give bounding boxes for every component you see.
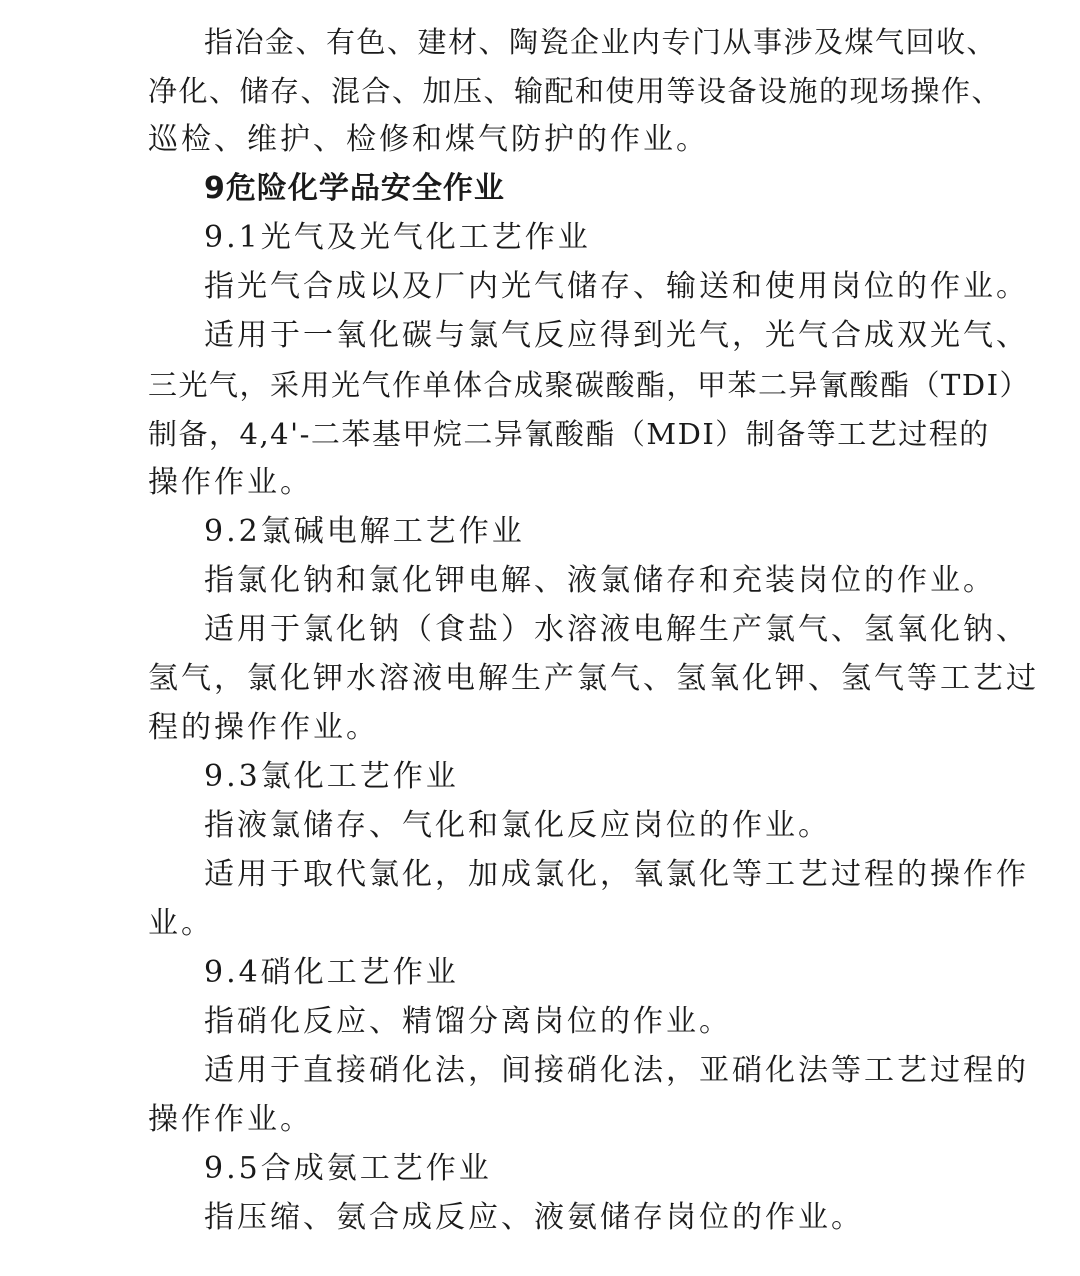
text-line: 三光气，采用光气作单体合成聚碳酸酯，甲苯二异氰酸酯（TDI） (148, 368, 1031, 402)
text-line: 指压缩、氨合成反应、液氨储存岗位的作业。 (204, 1200, 864, 1235)
text-line: 巡检、维护、检修和煤气防护的作业。 (148, 122, 709, 157)
text-line: 指冶金、有色、建材、陶瓷企业内专门从事涉及煤气回收、 (204, 25, 998, 59)
section-heading: 9危险化学品安全作业 (204, 171, 505, 206)
text-line: 适用于一氧化碳与氯气反应得到光气，光气合成双光气、 (204, 318, 1029, 353)
text-line: 指氯化钠和氯化钾电解、液氯储存和充装岗位的作业。 (204, 563, 996, 598)
text-line: 净化、储存、混合、加压、输配和使用等设备设施的现场操作、 (148, 74, 1003, 108)
text-line: 业。 (148, 906, 214, 941)
text-line: 指硝化反应、精馏分离岗位的作业。 (204, 1004, 732, 1039)
text-line: 指液氯储存、气化和氯化反应岗位的作业。 (204, 808, 831, 843)
text-line: 程的操作作业。 (148, 710, 379, 745)
text-line: 操作作业。 (148, 465, 313, 500)
subsection-heading: 9.1光气及光气化工艺作业 (204, 220, 591, 255)
subsection-heading: 9.2氯碱电解工艺作业 (204, 514, 525, 549)
subsection-heading: 9.4硝化工艺作业 (204, 955, 459, 990)
text-line: 适用于氯化钠（食盐）水溶液电解生产氯气、氢氧化钠、 (204, 612, 1029, 647)
text-line: 指光气合成以及厂内光气储存、输送和使用岗位的作业。 (204, 269, 1029, 304)
text-line: 适用于直接硝化法，间接硝化法，亚硝化法等工艺过程的 (204, 1053, 1029, 1088)
text-line: 制备，4,4'-二苯基甲烷二异氰酸酯（MDI）制备等工艺过程的 (148, 417, 990, 451)
text-line: 操作作业。 (148, 1102, 313, 1137)
text-line: 氢气，氯化钾水溶液电解生产氯气、氢氧化钾、氢气等工艺过 (148, 661, 1039, 696)
subsection-heading: 9.3氯化工艺作业 (204, 759, 459, 794)
subsection-heading: 9.5合成氨工艺作业 (204, 1151, 492, 1186)
text-line: 适用于取代氯化，加成氯化，氧氯化等工艺过程的操作作 (204, 857, 1029, 892)
